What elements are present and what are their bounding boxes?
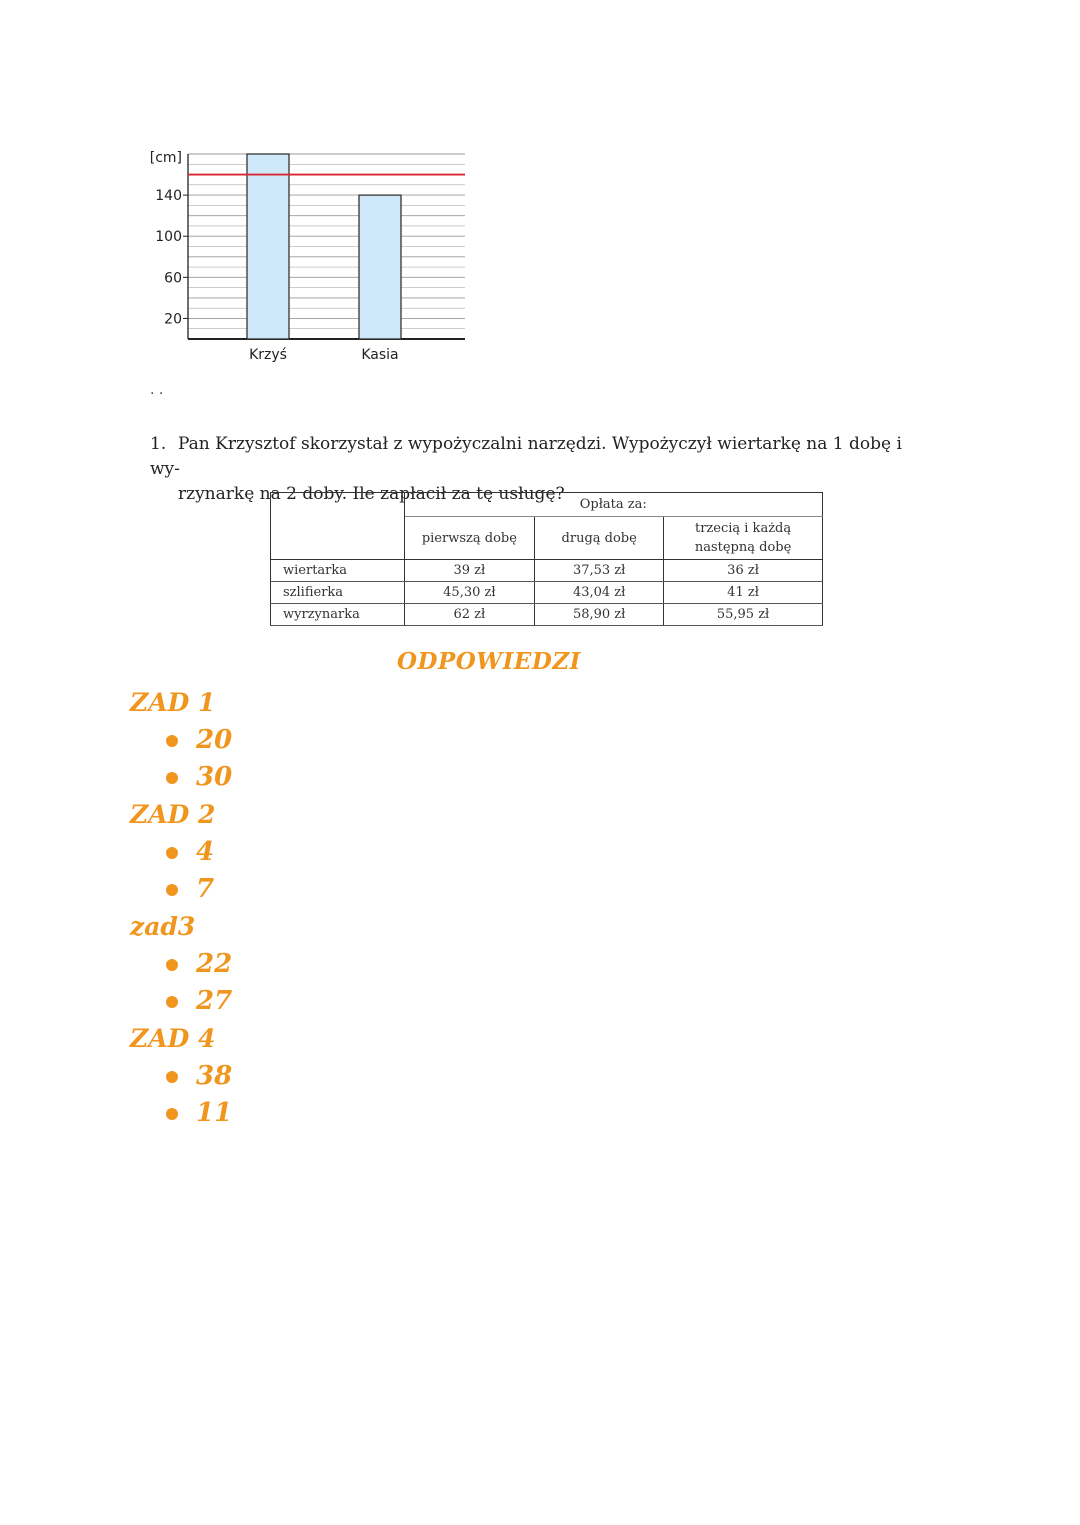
- answer-item: [130, 834, 232, 871]
- answer-item: [130, 1058, 232, 1095]
- column-header: trzecią i każdą następną dobę: [664, 517, 823, 560]
- x-tick-label: Krzyś: [249, 347, 287, 363]
- bullet-icon: [166, 1108, 178, 1120]
- answer-group-label: ZAD 1: [130, 688, 216, 717]
- answer-value: 22: [196, 949, 233, 979]
- table-cell: 39 zł: [404, 560, 535, 582]
- bar-krzyś: [247, 154, 289, 339]
- answers-list: [130, 684, 232, 1132]
- bullet-icon: [166, 996, 178, 1008]
- y-tick-label: 140: [155, 188, 182, 205]
- answer-item: [130, 759, 232, 796]
- bullet-icon: [166, 959, 178, 971]
- table-cell: 55,95 zł: [664, 604, 823, 626]
- table-cell: 37,53 zł: [535, 560, 664, 582]
- answers-heading: ODPOWIEDZI: [397, 648, 581, 675]
- y-tick-label: 20: [164, 311, 182, 328]
- table-cell: 58,90 zł: [535, 604, 664, 626]
- bullet-icon: [166, 735, 178, 747]
- bullet-icon: [166, 772, 178, 784]
- row-label: wiertarka: [271, 560, 405, 582]
- stray-mark: . .: [150, 382, 164, 398]
- table-row: [271, 560, 823, 582]
- table-cell: 36 zł: [664, 560, 823, 582]
- table-corner-cell: [271, 493, 405, 560]
- table-cell: 43,04 zł: [535, 582, 664, 604]
- answer-item: [130, 871, 232, 908]
- fee-table: [270, 492, 823, 626]
- answer-value: 38: [196, 1061, 233, 1091]
- table-group-header: Opłata za:: [404, 493, 822, 517]
- answer-value: 7: [196, 874, 215, 904]
- bar-chart: [0, 0, 520, 380]
- table-cell: 45,30 zł: [404, 582, 535, 604]
- answer-group-label: zad3: [130, 912, 196, 941]
- task-number: 1.: [150, 434, 167, 454]
- y-tick-label: 60: [164, 270, 182, 287]
- bullet-icon: [166, 884, 178, 896]
- table-row: [271, 582, 823, 604]
- answer-value: 30: [196, 762, 233, 792]
- table-cell: 62 zł: [404, 604, 535, 626]
- task-text-line-1: Pan Krzysztof skorzystał z wypożyczalni narzędzi. Wypożyczył wiertarkę na 1 dobę i wy-: [150, 434, 902, 479]
- answer-item: [130, 983, 232, 1020]
- bullet-icon: [166, 847, 178, 859]
- column-header: drugą dobę: [535, 517, 664, 560]
- table-cell: 41 zł: [664, 582, 823, 604]
- answer-item: [130, 722, 232, 759]
- row-label: szlifierka: [271, 582, 405, 604]
- x-tick-label: Kasia: [361, 347, 399, 363]
- answer-value: 4: [196, 837, 215, 867]
- answer-item: [130, 946, 232, 983]
- answer-value: 20: [196, 725, 233, 755]
- y-axis-label: [cm]: [149, 150, 182, 166]
- row-label: wyrzynarka: [271, 604, 405, 626]
- answer-group-label: ZAD 2: [130, 800, 216, 829]
- column-header: pierwszą dobę: [404, 517, 535, 560]
- task-text-line-2: rzynarkę na 2 doby. Ile zapłacił za tę usługę?: [178, 484, 565, 504]
- answer-value: 11: [196, 1098, 233, 1128]
- bar-kasia: [359, 195, 401, 339]
- answer-value: 27: [196, 986, 233, 1016]
- table-row: [271, 604, 823, 626]
- answer-item: [130, 1095, 232, 1132]
- answer-group-label: ZAD 4: [130, 1024, 216, 1053]
- bullet-icon: [166, 1071, 178, 1083]
- y-tick-label: 100: [155, 229, 182, 246]
